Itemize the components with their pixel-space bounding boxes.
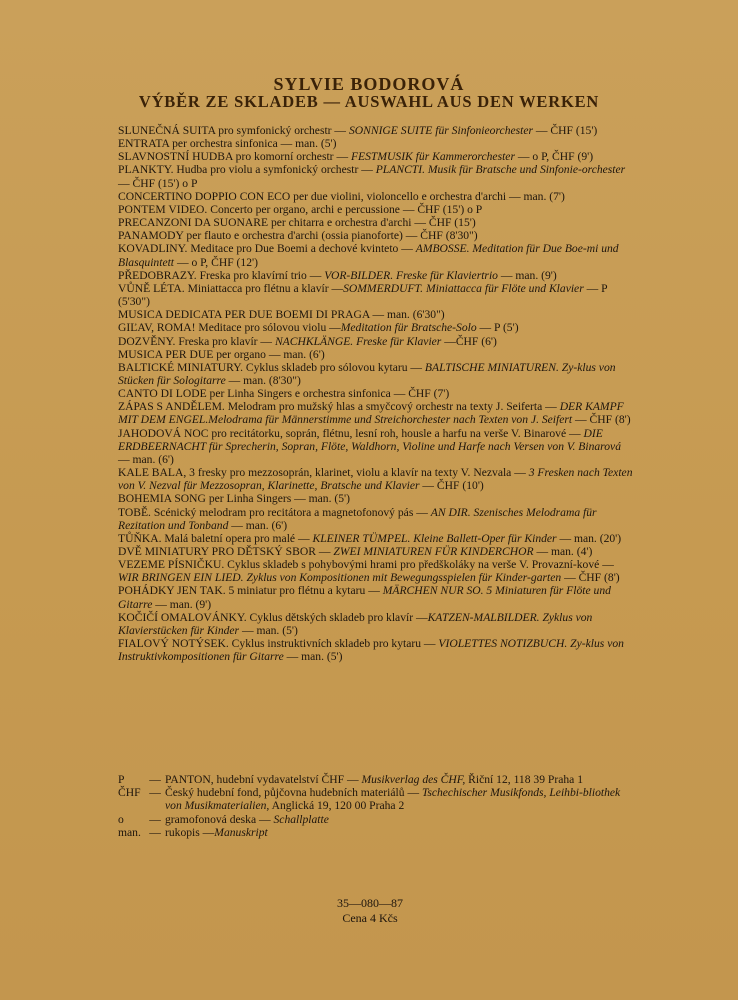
work-entry bbox=[118, 150, 634, 163]
work-german-title: SOMMERDUFT. Miniattacca für Flöte und Klavier bbox=[343, 281, 584, 295]
work-availability: — man. (9') bbox=[497, 268, 557, 282]
work-entry bbox=[118, 124, 634, 137]
work-title-text: DOZVĚNY. Freska pro klavír — bbox=[118, 334, 275, 348]
work-german-title: Meditation für Bratsche-Solo bbox=[340, 321, 477, 335]
work-entry bbox=[118, 216, 634, 229]
abbreviation-meaning bbox=[165, 826, 638, 839]
work-entry bbox=[118, 282, 634, 308]
work-availability: — ČHF (8') bbox=[572, 413, 631, 427]
work-entry bbox=[118, 637, 634, 663]
work-german-title: MÄRCHEN NUR SO. 5 Miniaturen für Flöte und Gitarre bbox=[118, 584, 611, 611]
composer-name: SYLVIE BODOROVÁ bbox=[273, 74, 465, 94]
work-availability: — ČHF (8') bbox=[561, 571, 620, 585]
work-german-title: AN DIR. Szenisches Melodrama für Rezitation und Tonband bbox=[118, 505, 597, 532]
abbreviation-key: man. bbox=[118, 825, 141, 839]
work-entry bbox=[118, 269, 634, 282]
work-availability: — o P, ČHF (9') bbox=[514, 150, 594, 164]
work-title-text: PŘEDOBRAZY. Freska pro klavírní trio — bbox=[118, 268, 325, 282]
work-entry bbox=[118, 163, 634, 189]
work-entry bbox=[118, 308, 634, 321]
work-german-title: BALTISCHE MINIATUREN. Zy-klus von Stücken für Sologitarre bbox=[118, 360, 616, 387]
work-title-text: TŮŇKA. Malá baletní opera pro malé — bbox=[118, 531, 313, 545]
work-title-text: DVĚ MINIATURY PRO DĚTSKÝ SBOR — bbox=[118, 545, 334, 558]
abbreviation-dash: — bbox=[149, 773, 161, 786]
work-entry bbox=[118, 427, 634, 466]
abbreviation-dash: — bbox=[149, 825, 161, 839]
work-title-text: SLAVNOSTNÍ HUDBA pro komorní orchestr — bbox=[118, 150, 351, 164]
work-availability: — ČHF (10') bbox=[419, 479, 484, 493]
work-title-text: VŮNĚ LÉTA. Miniattacca pro flétnu a klavír — bbox=[118, 281, 344, 295]
work-title-text: BOHEMIA SONG per Linha Singers — man. (5') bbox=[118, 492, 351, 506]
works-list bbox=[118, 124, 634, 663]
abbreviation-czech: PANTON, hudební vydavatelství ČHF — bbox=[165, 773, 362, 786]
abbreviation-dash: — bbox=[149, 812, 161, 826]
work-title-text: FIALOVÝ NOTÝSEK. Cyklus instruktivních skladeb pro kytaru — bbox=[118, 637, 439, 651]
work-entry bbox=[118, 321, 634, 334]
work-availability: — man. (6') bbox=[228, 518, 288, 532]
abbreviation-address: Anglická 19, 120 00 Praha 2 bbox=[269, 799, 405, 813]
abbreviation-meaning bbox=[165, 773, 638, 786]
abbreviation-row bbox=[118, 773, 638, 786]
work-availability: — man. (9') bbox=[152, 597, 212, 611]
work-german-title: SONNIGE SUITE für Sinfonieorchester bbox=[348, 124, 534, 137]
abbreviation-key: o bbox=[118, 812, 124, 826]
work-entry bbox=[118, 348, 634, 361]
work-german-title: ZWEI MINIATUREN FÜR KINDERCHOR bbox=[333, 545, 534, 558]
work-entry bbox=[118, 545, 634, 558]
work-availability: — man. (8'30") bbox=[225, 373, 301, 387]
work-german-title: AMBOSSE. Meditation für Due Boe-mi und Blasquintett bbox=[118, 242, 619, 269]
work-german-title: WIR BRINGEN EIN LIED. Zyklus von Kompositionen mit Bewegungsspielen für Kinder-garten bbox=[118, 571, 562, 585]
works-heading: VÝBĚR ZE SKLADEB — AUSWAHL AUS DEN WERKEN bbox=[138, 92, 600, 111]
work-german-title: VIOLETTES NOTIZBUCH. Zy-klus von Instruktivkompositionen für Gitarre bbox=[118, 637, 624, 664]
abbreviation-meaning bbox=[165, 813, 638, 826]
work-availability: — ČHF (15') bbox=[533, 124, 598, 137]
abbreviation-german: Manuskript bbox=[214, 825, 268, 839]
work-title-text: MUSICA PER DUE per organo — man. (6') bbox=[118, 347, 325, 361]
work-title-text: TOBĚ. Scénický melodram pro recitátora a magnetofonový pás — bbox=[118, 505, 431, 519]
work-entry bbox=[118, 361, 634, 387]
abbreviations-legend bbox=[118, 773, 638, 839]
work-entry bbox=[118, 190, 634, 203]
work-title-text: JAHODOVÁ NOC pro recitátorku, soprán, flétnu, lesní roh, housle a harfu na verše V. Binarové — bbox=[118, 426, 584, 440]
work-title-text: POHÁDKY JEN TAK. 5 miniatur pro flétnu a kytaru — bbox=[118, 584, 383, 598]
work-title-text: GIĽAV, ROMA! Meditace pro sólovou violu — bbox=[118, 321, 341, 335]
abbreviation-german: Musikverlag des ČHF, bbox=[361, 773, 466, 786]
work-german-title: VOR-BILDER. Freske für Klaviertrio bbox=[324, 268, 498, 282]
work-entry bbox=[118, 611, 634, 637]
work-title-text: ZÁPAS S ANDĚLEM. Melodram pro mužský hlas a smyčcový orchestr na texty J. Seiferta — bbox=[118, 400, 560, 414]
abbreviation-german: Schallplatte bbox=[273, 812, 329, 826]
abbreviation-address: Řiční 12, 118 39 Praha 1 bbox=[465, 773, 584, 786]
work-title-text: MUSICA DEDICATA PER DUE BOEMI DI PRAGA — man. (6'30") bbox=[118, 308, 445, 322]
work-title-text: BALTICKÉ MINIATURY. Cyklus skladeb pro sólovou kytaru — bbox=[118, 360, 425, 374]
work-title-text: PONTEM VIDEO. Concerto per organo, archi e percussione — ČHF (15') o P bbox=[118, 202, 483, 216]
abbreviation-czech: rukopis — bbox=[165, 825, 215, 839]
abbreviation-german: Tschechischer Musikfonds, Leihbi-bliothek von Musikmaterialien, bbox=[165, 786, 621, 813]
work-title-text: CANTO DI LODE per Linha Singers e orchestra sinfonica — ČHF (7') bbox=[118, 387, 450, 401]
work-availability: — man. (20') bbox=[556, 531, 622, 545]
work-german-title: FESTMUSIK für Kammerorchester bbox=[350, 150, 515, 164]
work-entry bbox=[118, 387, 634, 400]
work-german-title: NACHKLÄNGE. Freske für Klavier bbox=[274, 334, 442, 348]
work-title-text: CONCERTINO DOPPIO CON ECO per due violini, violoncello e orchestra d'archi — man. (7') bbox=[118, 189, 565, 203]
work-title-text: PLANKTY. Hudba pro violu a symfonický orchestr — bbox=[118, 163, 376, 177]
work-title-text: SLUNEČNÁ SUITA pro symfonický orchestr — bbox=[118, 124, 349, 137]
abbreviation-row bbox=[118, 826, 638, 839]
abbreviation-row bbox=[118, 813, 638, 826]
abbreviation-czech: gramofonová deska — bbox=[165, 812, 274, 826]
work-availability: — man. (6') bbox=[118, 452, 174, 466]
work-entry bbox=[118, 137, 634, 150]
work-entry bbox=[118, 558, 634, 584]
work-availability: —ČHF (6') bbox=[441, 334, 497, 348]
work-entry bbox=[118, 506, 634, 532]
abbreviation-dash: — bbox=[149, 786, 161, 800]
work-availability: — man. (5') bbox=[239, 623, 298, 637]
work-title-text: ENTRATA per orchestra sinfonica — man. (5') bbox=[118, 137, 337, 151]
work-german-title: DIE ERDBEERNACHT für Sprecherin, Sopran, Flöte, Waldhorn, Violine und Harfe nach Versen von V. Binarová bbox=[118, 426, 621, 453]
work-entry bbox=[118, 584, 634, 610]
work-entry bbox=[118, 492, 634, 505]
work-availability: — man. (5') bbox=[283, 650, 343, 664]
work-availability: — ČHF (15') o P bbox=[118, 176, 198, 190]
work-availability: — P (5') bbox=[476, 321, 519, 335]
work-entry bbox=[118, 203, 634, 216]
work-entry bbox=[118, 242, 634, 268]
work-availability: — o P, ČHF (12') bbox=[174, 255, 258, 269]
work-german-title: PLANCTI. Musik für Bratsche und Sinfonie-orchester bbox=[375, 163, 626, 177]
work-entry bbox=[118, 466, 634, 492]
work-availability: — man. (4') bbox=[533, 545, 593, 558]
work-entry bbox=[118, 335, 634, 348]
work-entry bbox=[118, 532, 634, 545]
work-title-text: KALE BALA, 3 fresky pro mezzosoprán, klarinet, violu a klavír na texty V. Nezvala — bbox=[118, 466, 529, 480]
work-german-title: DER KAMPF MIT DEM ENGEL.Melodrama für Männerstimme und Streichorchester nach Texten von J. Seifert bbox=[118, 400, 624, 427]
work-title-text: VEZEME PÍSNIČKU. Cyklus skladeb s pohybovými hrami pro předškoláky na verše V. Provazní-kové — bbox=[118, 558, 614, 572]
abbreviation-key: P bbox=[118, 773, 125, 786]
work-title-text: KOVADLINY. Meditace pro Due Boemi a dechové kvinteto — bbox=[118, 242, 416, 256]
abbreviation-key: ČHF bbox=[118, 786, 141, 800]
abbreviation-meaning bbox=[165, 786, 638, 812]
work-entry bbox=[118, 400, 634, 426]
abbreviation-czech: Český hudební fond, půjčovna hudebních materiálů — bbox=[165, 786, 422, 800]
catalog-code: 35—080—87 bbox=[337, 896, 403, 910]
work-german-title: KLEINER TÜMPEL. Kleine Ballett-Oper für Kinder bbox=[312, 531, 557, 545]
work-german-title: 3 Fresken nach Texten von V. Nezval für Mezzosopran, Klarinette, Bratsche und Klavier bbox=[118, 466, 633, 493]
price: Cena 4 Kčs bbox=[342, 911, 398, 925]
work-title-text: KOČIČÍ OMALOVÁNKY. Cyklus dětských skladeb pro klavír — bbox=[118, 610, 428, 624]
work-entry bbox=[118, 229, 634, 242]
work-title-text: PRECANZONI DA SUONARE per chitarra e orchestra d'archi — ČHF (15') bbox=[118, 216, 476, 230]
work-title-text: PANAMODY per flauto e orchestra d'archi (ossia pianoforte) — ČHF (8'30") bbox=[118, 229, 478, 243]
work-german-title: KATZEN-MALBILDER. Zyklus von Klavierstücken für Kinder bbox=[118, 610, 593, 637]
abbreviation-row bbox=[118, 786, 638, 812]
work-availability: — P (5'30") bbox=[118, 281, 608, 309]
